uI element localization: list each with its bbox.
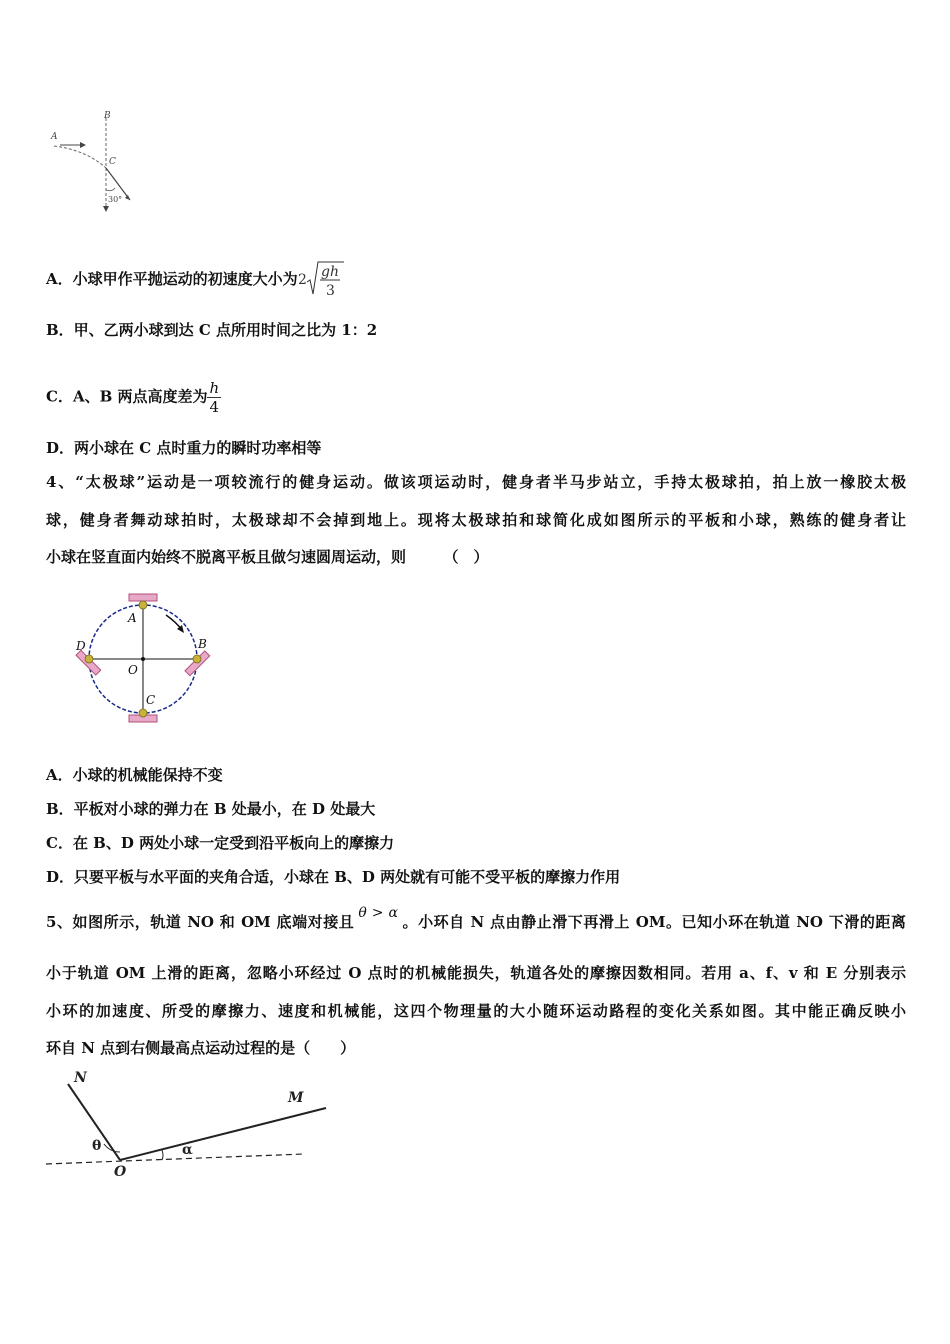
q4-label-d: D <box>76 639 86 653</box>
q5-label-theta: θ <box>92 1138 102 1154</box>
q4-stem-line-1: 4、“太极球”运动是一项较流行的健身运动。做该项运动时，健身者半马步站立，手持太极球拍，拍上放一橡胶太极 <box>46 473 906 491</box>
sqrt-coefficient: 2 <box>297 272 307 288</box>
q4-label-o: O <box>128 663 138 677</box>
q3-option-a <box>46 258 344 302</box>
q5-stem-1b: 。小环自 N 点由静止滑下再滑上 OM。已知小环在轨道 NO 下滑的距离 <box>401 913 906 931</box>
q3-option-a-label: A．小球甲作平抛运动的初速度大小为 <box>46 270 298 288</box>
q5-figure <box>44 1066 344 1184</box>
q5-stem-1a: 5、如图所示，轨道 NO 和 OM 底端对接且 <box>46 913 355 931</box>
q5-label-n: N <box>74 1070 87 1086</box>
fraction-denominator: 4 <box>209 398 220 416</box>
q5-condition: θ > α <box>358 905 398 921</box>
q3-label-a: A <box>51 132 58 142</box>
fraction <box>207 379 221 416</box>
q4-label-c: C <box>146 693 156 707</box>
q5-stem-line-4: 环自 N 点到右侧最高点运动过程的是（ ） <box>46 1039 356 1057</box>
q4-label-b: B <box>198 637 207 651</box>
q5-stem-line-1 <box>46 905 906 934</box>
q3-option-b: B．甲、乙两小球到达 C 点所用时间之比为 1：2 <box>46 321 378 339</box>
q3-option-d: D．两小球在 C 点时重力的瞬时功率相等 <box>46 439 322 457</box>
q4-option-c: C．在 B、D 两处小球一定受到沿平板向上的摩擦力 <box>46 834 395 852</box>
sqrt-expression <box>298 258 344 302</box>
sqrt-numerator: gh <box>320 264 339 280</box>
q5-label-o: O <box>114 1164 127 1180</box>
q4-stem-line-2: 球，健身者舞动球拍时，太极球却不会掉到地上。现将太极球拍和球简化成如图所示的平板和小球，熟练的健身者让 <box>46 511 906 529</box>
q3-option-c-label: C．A、B 两点高度差为 <box>46 387 208 406</box>
q4-option-a: A．小球的机械能保持不变 <box>46 766 223 784</box>
q5-stem-line-2: 小于轨道 OM 上滑的距离，忽略小环经过 O 点时的机械能损失，轨道各处的摩擦因数相同。若用 a、f、v 和 E 分别表示 <box>46 964 906 982</box>
q4-option-b: B．平板对小球的弹力在 B 处最小，在 D 处最大 <box>46 800 376 818</box>
q3-label-c: C <box>109 157 116 167</box>
q3-figure <box>46 108 146 218</box>
q3-label-b: B <box>104 111 111 121</box>
q5-stem-line-3: 小环的加速度、所受的摩擦力、速度和机械能，这四个物理量的大小随环运动路程的变化关系如图。其中能正确反映小 <box>46 1002 906 1020</box>
q4-label-a: A <box>128 611 137 625</box>
q5-label-alpha: α <box>182 1142 193 1158</box>
q4-figure <box>66 590 226 730</box>
q3-option-c <box>46 379 221 416</box>
q3-angle-label: 30° <box>108 195 123 204</box>
q4-stem-line-3: 小球在竖直面内始终不脱离平板且做匀速圆周运动，则 （ ） <box>46 548 489 566</box>
q5-label-m: M <box>288 1090 304 1106</box>
fraction-numerator: h <box>209 379 220 397</box>
q4-option-d: D．只要平板与水平面的夹角合适，小球在 B、D 两处就有可能不受平板的摩擦力作用 <box>46 868 621 886</box>
sqrt-denominator: 3 <box>325 283 335 299</box>
